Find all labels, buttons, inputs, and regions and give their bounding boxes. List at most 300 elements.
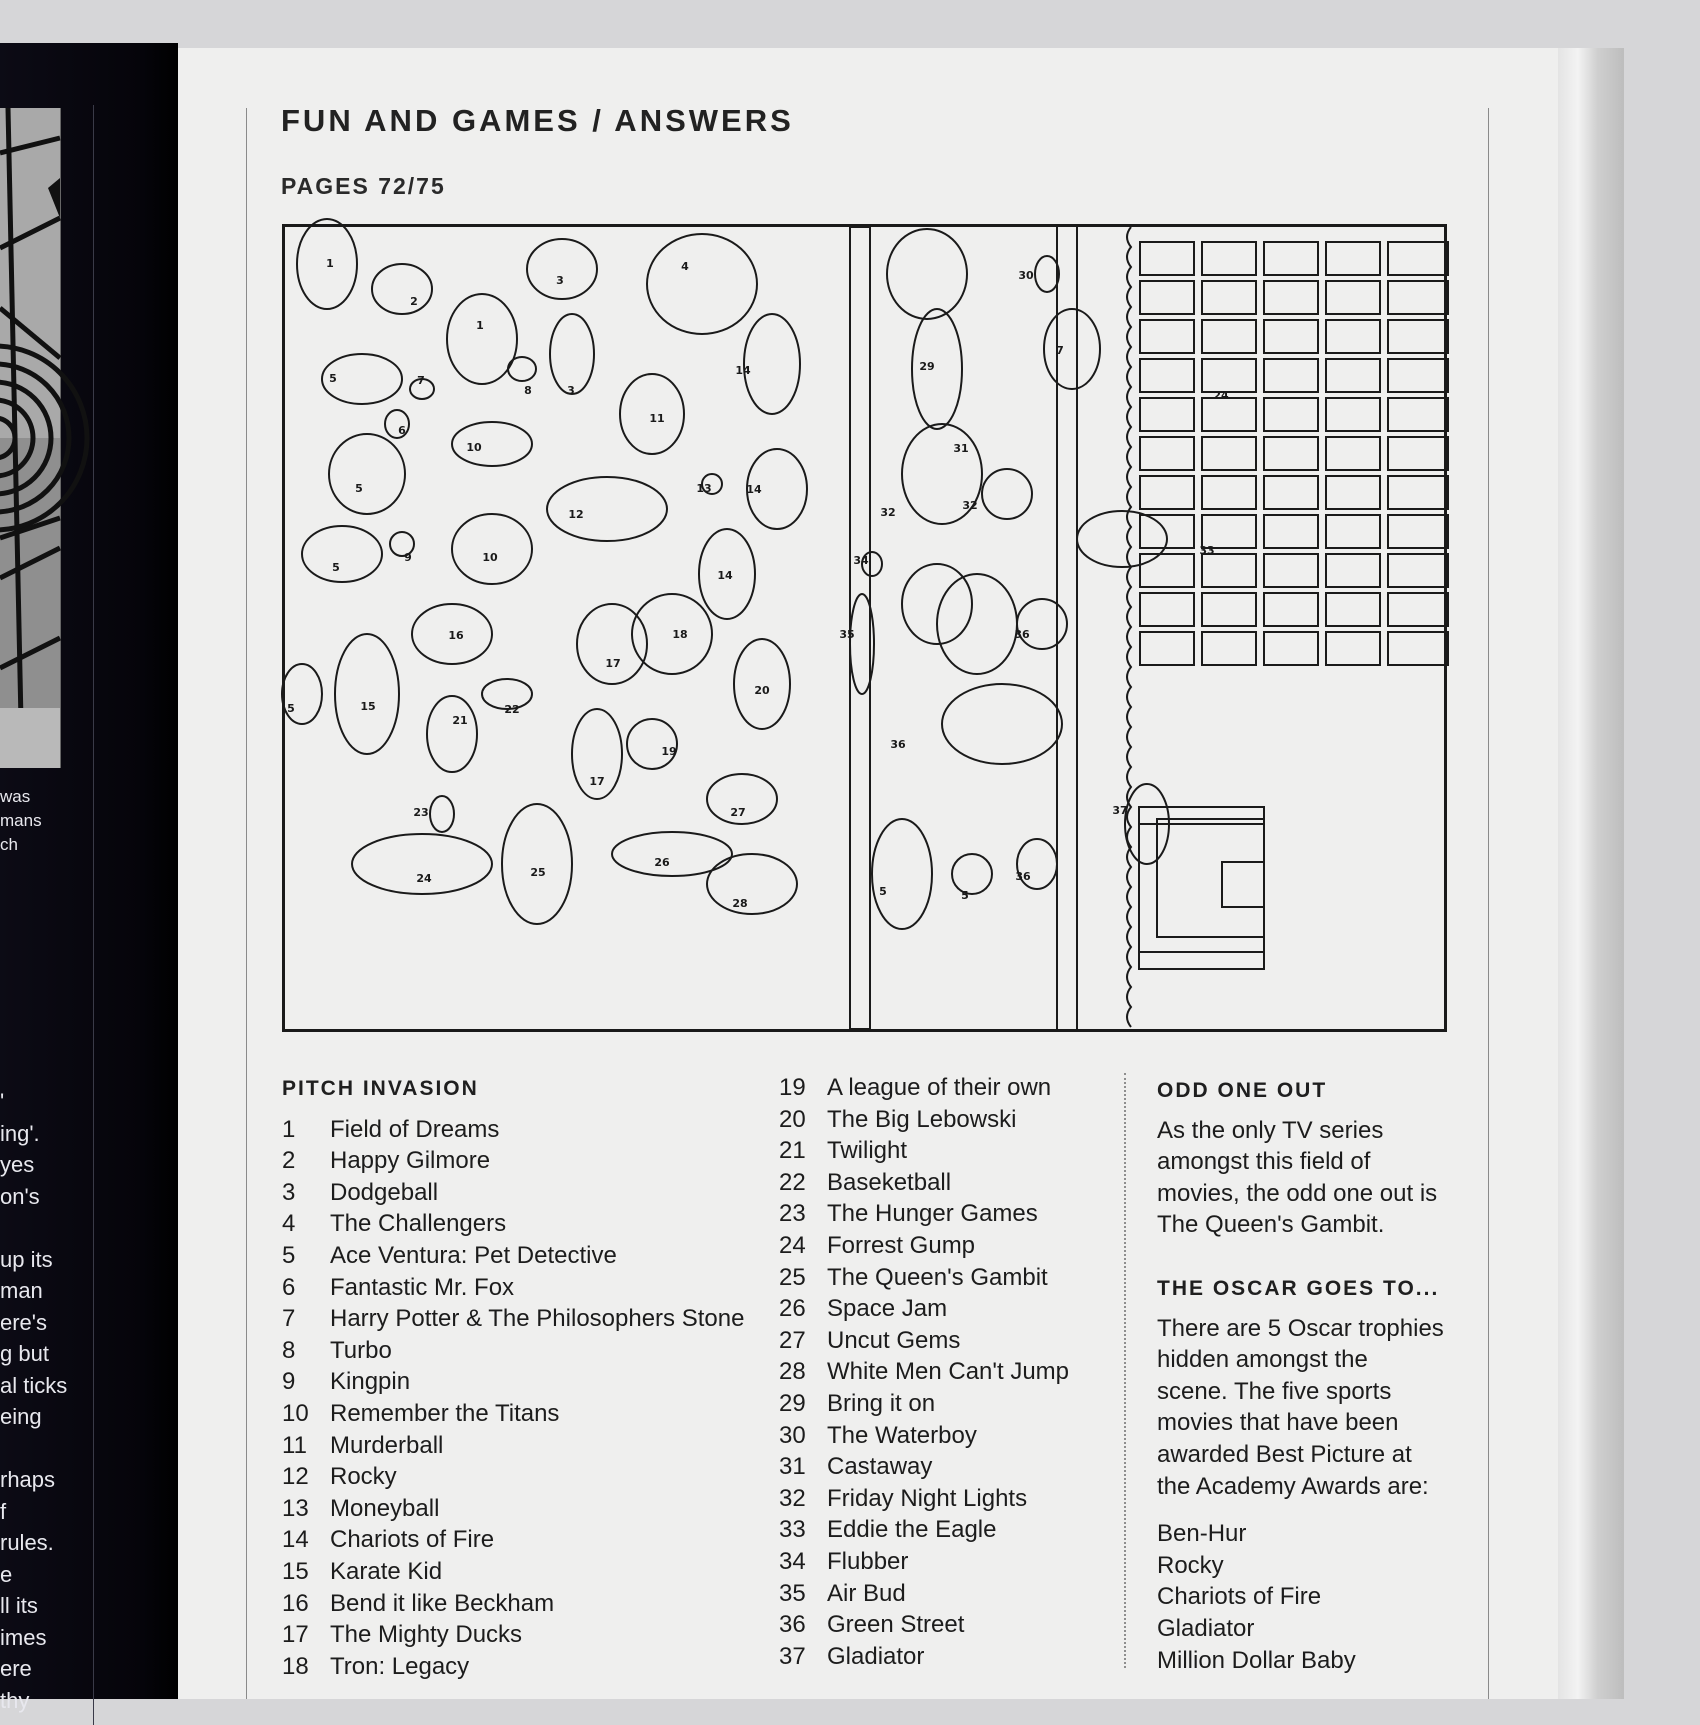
body-text-fragment: rules. — [0, 1530, 54, 1555]
answer-item — [779, 1198, 1069, 1230]
left-margin-rule — [246, 108, 247, 1699]
body-text-fragment: ere's — [0, 1309, 47, 1335]
odd-one-out-section — [1157, 1075, 1457, 1241]
oscar-text: awarded Best Picture at — [1157, 1440, 1412, 1468]
answer-number: 37 — [779, 1642, 806, 1670]
figure-number: 37 — [1112, 804, 1128, 817]
figure-number: 12 — [568, 508, 584, 521]
figure-number: 7 — [417, 374, 425, 387]
figure-outline — [942, 684, 1062, 764]
answer-title: Karate Kid — [330, 1557, 443, 1585]
grid-cell — [1202, 554, 1256, 587]
grid-cell — [1264, 242, 1318, 275]
grid-cell — [1264, 554, 1318, 587]
caption-fragment: ch — [0, 835, 18, 854]
answer-title: Chariots of Fire — [330, 1526, 495, 1554]
grid-cell — [1264, 437, 1318, 470]
oscar-text: hidden amongst the — [1157, 1346, 1368, 1374]
grid-cell — [1326, 281, 1380, 314]
pitch-invasion-column-1 — [282, 1073, 744, 1682]
figure-number: 5 — [355, 482, 363, 495]
grid-cell — [1388, 320, 1448, 353]
figure-number: 35 — [839, 628, 855, 641]
answer-number: 36 — [779, 1611, 806, 1639]
figure-number: 16 — [448, 629, 464, 642]
answer-number: 22 — [779, 1168, 806, 1196]
page-edge — [1558, 48, 1624, 1699]
oscar-text: scene. The five sports — [1157, 1377, 1392, 1405]
figure-outline — [577, 604, 647, 684]
figure-outline — [887, 229, 967, 319]
body-text-fragment: f — [0, 1498, 7, 1524]
answer-item — [282, 1619, 744, 1651]
figure-outline — [508, 357, 536, 381]
figure-number: 11 — [649, 412, 665, 425]
grid-cell — [1202, 359, 1256, 392]
figure-number: 26 — [654, 856, 670, 869]
answer-number: 9 — [282, 1368, 296, 1396]
figure-number: 3 — [556, 274, 564, 287]
body-text-fragment: yes — [0, 1152, 35, 1177]
answer-number: 28 — [779, 1358, 806, 1386]
figure-number: 7 — [1056, 344, 1064, 357]
figure-number: 18 — [672, 628, 688, 641]
grid-cell — [1326, 632, 1380, 665]
answer-title: Space Jam — [827, 1295, 948, 1323]
grid-cell — [1140, 242, 1194, 275]
grid-cell — [1202, 281, 1256, 314]
answer-number: 25 — [779, 1263, 806, 1291]
figure-outline — [427, 696, 477, 772]
grid-cell — [1264, 632, 1318, 665]
odd-one-out-text: movies, the odd one out is — [1157, 1179, 1438, 1207]
grid-cell — [1264, 359, 1318, 392]
figure-number: 5 — [287, 702, 295, 715]
answer-title: Forrest Gump — [827, 1231, 976, 1259]
figure-outline — [502, 804, 572, 924]
grid-cell — [1326, 242, 1380, 275]
figure-number: 32 — [880, 506, 896, 519]
figure-number: 17 — [605, 657, 621, 670]
grid-cell — [1388, 398, 1448, 431]
answer-number: 23 — [779, 1200, 806, 1228]
grid-cell — [1326, 320, 1380, 353]
answer-title: Flubber — [827, 1547, 909, 1575]
figure-outline — [982, 469, 1032, 519]
body-text-fragment: ing'. — [0, 1120, 40, 1146]
answer-title: Green Street — [827, 1611, 965, 1639]
answer-number: 3 — [282, 1178, 296, 1206]
figure-number: 15 — [360, 700, 376, 713]
figure-outline — [744, 314, 800, 414]
figure-outline — [335, 634, 399, 754]
figure-outline — [1017, 599, 1067, 649]
figure-outline — [302, 526, 382, 582]
figure-number: 10 — [482, 551, 498, 564]
answer-item — [779, 1230, 1069, 1262]
answer-number: 20 — [779, 1105, 806, 1133]
body-text-fragment: g but — [0, 1341, 49, 1366]
figure-number: 27 — [730, 806, 746, 819]
body-text-fragment: thy — [0, 1687, 30, 1713]
grid-cell — [1326, 359, 1380, 392]
body-text-fragment: up its — [0, 1246, 53, 1272]
answer-number: 33 — [779, 1516, 806, 1544]
body-text-fragment: on's — [0, 1183, 40, 1209]
answer-title: Field of Dreams — [330, 1115, 500, 1143]
oscar-text: the Academy Awards are: — [1157, 1472, 1429, 1500]
grid-cell — [1140, 554, 1194, 587]
answer-item — [779, 1325, 1069, 1357]
grid-cell — [1140, 281, 1194, 314]
answer-title: Gladiator — [827, 1642, 925, 1670]
answer-title: The Waterboy — [827, 1421, 977, 1449]
grid-cell — [1388, 593, 1448, 626]
oscar-winner: Ben-Hur — [1157, 1520, 1247, 1548]
oscar-text: There are 5 Oscar trophies — [1157, 1314, 1444, 1342]
grid-cell — [1326, 398, 1380, 431]
grid-cell — [1264, 320, 1318, 353]
answer-title: The Challengers — [330, 1210, 507, 1238]
figure-number: 2 — [410, 295, 418, 308]
figure-number: 9 — [404, 551, 412, 564]
answer-number: 32 — [779, 1484, 806, 1512]
answer-number: 21 — [779, 1137, 806, 1165]
answer-number: 12 — [282, 1463, 309, 1491]
figure-number: 36 — [1014, 628, 1030, 641]
grid-cell — [1388, 359, 1448, 392]
answer-title: The Queen's Gambit — [827, 1263, 1048, 1291]
answer-number: 30 — [779, 1421, 806, 1449]
answer-title: Baseketball — [827, 1168, 952, 1196]
answer-item — [779, 1546, 1069, 1578]
answer-number: 5 — [282, 1241, 296, 1269]
answer-title: The Hunger Games — [827, 1200, 1038, 1228]
grid-cell — [1326, 554, 1380, 587]
grid-cell — [1140, 359, 1194, 392]
figure-number: 13 — [696, 482, 712, 495]
answer-item — [779, 1072, 1069, 1104]
figure-outline — [937, 574, 1017, 674]
grid-cell — [1388, 437, 1448, 470]
answer-number: 26 — [779, 1295, 806, 1323]
grid-cell — [1388, 242, 1448, 275]
grid-cell — [1140, 398, 1194, 431]
body-text-fragment: eing — [0, 1404, 42, 1429]
answer-item — [779, 1451, 1069, 1483]
body-text-fragment: al ticks — [0, 1372, 68, 1398]
grid-cell — [1202, 593, 1256, 626]
answer-item — [779, 1104, 1069, 1136]
answer-item — [779, 1483, 1069, 1515]
grid-cell — [1202, 632, 1256, 665]
grid-cell — [1388, 281, 1448, 314]
figure-number: 1 — [326, 257, 334, 270]
figure-outline — [872, 819, 932, 929]
figure-outline — [547, 477, 667, 541]
answer-item — [779, 1609, 1069, 1641]
figure-number: 32 — [962, 499, 978, 512]
answer-title: A league of their own — [827, 1074, 1052, 1101]
figure-number: 29 — [919, 360, 935, 373]
figure-outline — [647, 234, 757, 334]
figure-outline — [372, 264, 432, 314]
grid-cell — [1326, 476, 1380, 509]
figure-outline — [952, 854, 992, 894]
answer-title: White Men Can't Jump — [827, 1358, 1070, 1386]
answer-item — [282, 1588, 744, 1620]
answer-item — [779, 1514, 1069, 1546]
answer-number: 14 — [282, 1526, 309, 1554]
body-text-fragment: ere — [0, 1656, 32, 1681]
figure-number: 21 — [452, 714, 468, 727]
figure-number: 14 — [746, 483, 762, 496]
body-text-fragment: rhaps — [0, 1467, 56, 1492]
answer-title: Kingpin — [330, 1368, 411, 1396]
pitch-invasion-title: PITCH INVASION — [282, 1077, 479, 1100]
previous-page — [0, 43, 178, 1713]
answer-title: Moneyball — [330, 1494, 440, 1522]
answer-item — [779, 1641, 1069, 1673]
grid-cell — [1202, 398, 1256, 431]
figure-number: 5 — [332, 561, 340, 574]
answer-number: 11 — [282, 1431, 307, 1459]
answer-number: 7 — [282, 1305, 296, 1333]
grid-cell — [1326, 437, 1380, 470]
grid-cell — [1264, 281, 1318, 314]
answer-item — [282, 1114, 744, 1146]
figure-number: 33 — [1199, 544, 1215, 557]
answer-item — [282, 1461, 744, 1493]
oscar-section — [1157, 1273, 1457, 1676]
answer-title: Air Bud — [827, 1579, 906, 1607]
figure-outline — [550, 314, 594, 394]
answer-title: Twilight — [827, 1137, 908, 1165]
answer-number: 13 — [282, 1494, 309, 1522]
answer-number: 35 — [779, 1579, 806, 1607]
previous-page-illustration — [0, 108, 61, 768]
answer-number: 8 — [282, 1336, 296, 1364]
odd-one-out-title: ODD ONE OUT — [1157, 1079, 1328, 1102]
figure-number: 10 — [466, 441, 482, 454]
answer-illustration — [282, 224, 1447, 1032]
column-rule — [93, 105, 94, 1725]
grid-cell — [1202, 242, 1256, 275]
grid-cell — [1264, 593, 1318, 626]
pitch-invasion-column-2 — [779, 1072, 1069, 1672]
figure-number: 30 — [1018, 269, 1034, 282]
answer-number: 31 — [779, 1453, 806, 1481]
answer-item — [282, 1366, 744, 1398]
answer-number: 17 — [282, 1621, 309, 1649]
answer-item — [779, 1578, 1069, 1610]
figure-outline — [282, 664, 322, 724]
figure-number: 5 — [329, 372, 337, 385]
grid-cell — [1388, 554, 1448, 587]
answer-number: 10 — [282, 1399, 309, 1427]
grid-cell — [1140, 320, 1194, 353]
figure-number: 22 — [504, 703, 520, 716]
body-text-fragment: man — [0, 1278, 43, 1303]
answer-title: Fantastic Mr. Fox — [330, 1273, 515, 1301]
figure-number: 1 — [476, 319, 484, 332]
answer-item — [282, 1398, 744, 1430]
answer-number: 15 — [282, 1557, 309, 1585]
answer-title: Remember the Titans — [330, 1399, 560, 1427]
figure-number: 3 — [567, 384, 575, 397]
answer-title: Bring it on — [827, 1389, 936, 1417]
answer-item — [779, 1388, 1069, 1420]
grid-cell — [1202, 320, 1256, 353]
answer-item — [282, 1335, 744, 1367]
answer-item — [282, 1272, 744, 1304]
caption-fragment: was — [0, 787, 31, 806]
answer-number: 6 — [282, 1273, 296, 1301]
odd-one-out-text: amongst this field of — [1157, 1148, 1371, 1176]
figure-number: 14 — [735, 364, 751, 377]
answer-item — [282, 1177, 744, 1209]
figure-number: 36 — [1015, 870, 1031, 883]
oscar-winner: Gladiator — [1157, 1614, 1255, 1642]
answer-title: Dodgeball — [330, 1178, 439, 1206]
answer-item — [779, 1135, 1069, 1167]
odd-one-out-text: As the only TV series — [1157, 1116, 1384, 1144]
answer-number: 29 — [779, 1389, 806, 1417]
grid-cell — [1264, 476, 1318, 509]
figure-outline — [1077, 511, 1167, 567]
grid-cell — [1140, 476, 1194, 509]
grid-cell — [1388, 515, 1448, 548]
answer-number: 19 — [779, 1074, 806, 1101]
grid-cell — [1388, 632, 1448, 665]
answer-title: Eddie the Eagle — [827, 1516, 997, 1544]
figure-outline — [352, 834, 492, 894]
figure-number: 17 — [589, 775, 605, 788]
figure-number: 5 — [961, 889, 969, 902]
answer-item — [779, 1167, 1069, 1199]
oscar-winner: Chariots of Fire — [1157, 1583, 1322, 1611]
oscar-title: THE OSCAR GOES TO... — [1157, 1277, 1440, 1300]
answer-title: Murderball — [330, 1431, 444, 1459]
answer-item — [282, 1524, 744, 1556]
grid-cell — [1264, 398, 1318, 431]
grid-cell — [1326, 515, 1380, 548]
answer-number: 16 — [282, 1589, 309, 1617]
figure-outline — [612, 832, 732, 876]
grid-cell — [1326, 593, 1380, 626]
figure-number: 24 — [1213, 389, 1229, 402]
grid-cell — [1264, 515, 1318, 548]
grid-cell — [1202, 437, 1256, 470]
figure-outline — [1044, 309, 1100, 389]
body-text-fragment: ' — [0, 1089, 5, 1114]
answer-item — [779, 1356, 1069, 1388]
figure-outline — [452, 514, 532, 584]
body-text-fragment: imes — [0, 1624, 47, 1650]
figure-number: 5 — [879, 885, 887, 898]
figure-number: 28 — [732, 897, 748, 910]
figure-outline — [452, 422, 532, 466]
answer-number: 18 — [282, 1652, 309, 1680]
figure-outline — [447, 294, 517, 384]
oscar-winner: Million Dollar Baby — [1157, 1646, 1356, 1674]
figure-number: 24 — [416, 872, 432, 885]
figure-number: 20 — [754, 684, 770, 697]
answer-number: 27 — [779, 1326, 806, 1354]
oscar-winner: Rocky — [1157, 1551, 1224, 1579]
answer-title: The Big Lebowski — [827, 1105, 1017, 1133]
answer-title: Uncut Gems — [827, 1326, 961, 1354]
answer-title: Turbo — [330, 1336, 392, 1364]
figure-outline — [1035, 256, 1059, 292]
grid-cell — [1140, 593, 1194, 626]
figure-number: 6 — [398, 424, 406, 437]
column-divider — [1124, 1073, 1126, 1668]
answer-item — [779, 1293, 1069, 1325]
answer-title: Harry Potter & The Philosophers Stone — [330, 1305, 745, 1333]
figure-number: 19 — [661, 745, 677, 758]
answer-title: Bend it like Beckham — [330, 1589, 555, 1617]
answer-number: 24 — [779, 1231, 806, 1259]
answer-item — [282, 1240, 744, 1272]
page-title: FUN AND GAMES / ANSWERS — [281, 103, 794, 138]
answer-item — [282, 1493, 744, 1525]
figure-outline — [707, 854, 797, 914]
answer-number: 4 — [282, 1210, 296, 1238]
grid-cell — [1388, 476, 1448, 509]
answer-item — [282, 1651, 744, 1683]
answer-number: 34 — [779, 1547, 806, 1575]
figure-outline — [430, 796, 454, 832]
answer-number: 1 — [282, 1115, 296, 1143]
answer-title: The Mighty Ducks — [330, 1621, 523, 1649]
figure-number: 36 — [890, 738, 906, 751]
figure-number: 31 — [953, 442, 969, 455]
answer-title: Happy Gilmore — [330, 1147, 491, 1175]
caption-fragment: mans — [0, 811, 42, 830]
figure-number: 8 — [524, 384, 532, 397]
figure-number: 23 — [413, 806, 429, 819]
body-text-fragment: e — [0, 1561, 13, 1587]
answer-item — [779, 1420, 1069, 1452]
grid-cell — [1140, 437, 1194, 470]
right-margin-rule — [1488, 108, 1489, 1699]
grid-cell — [1202, 476, 1256, 509]
body-text-fragment: ll its — [0, 1593, 38, 1618]
answer-item — [282, 1303, 744, 1335]
oscar-text: movies that have been — [1157, 1409, 1399, 1437]
answer-title: Rocky — [330, 1463, 397, 1491]
answer-item — [282, 1556, 744, 1588]
figure-outline — [627, 719, 677, 769]
answer-title: Friday Night Lights — [827, 1484, 1028, 1512]
answer-title: Castaway — [827, 1453, 933, 1481]
figure-outline — [329, 434, 405, 514]
figure-number: 25 — [530, 866, 546, 879]
grid-cell — [1140, 632, 1194, 665]
answer-title: Tron: Legacy — [330, 1652, 470, 1680]
odd-one-out-text: The Queen's Gambit. — [1157, 1211, 1385, 1239]
answer-number: 2 — [282, 1147, 296, 1175]
answer-item — [779, 1262, 1069, 1294]
figure-number: 14 — [717, 569, 733, 582]
answer-item — [282, 1430, 744, 1462]
pages-label: PAGES 72/75 — [281, 173, 446, 199]
figure-outline — [527, 239, 597, 299]
answer-title: Ace Ventura: Pet Detective — [330, 1241, 617, 1269]
figure-number: 4 — [681, 260, 689, 273]
answer-item — [282, 1145, 744, 1177]
